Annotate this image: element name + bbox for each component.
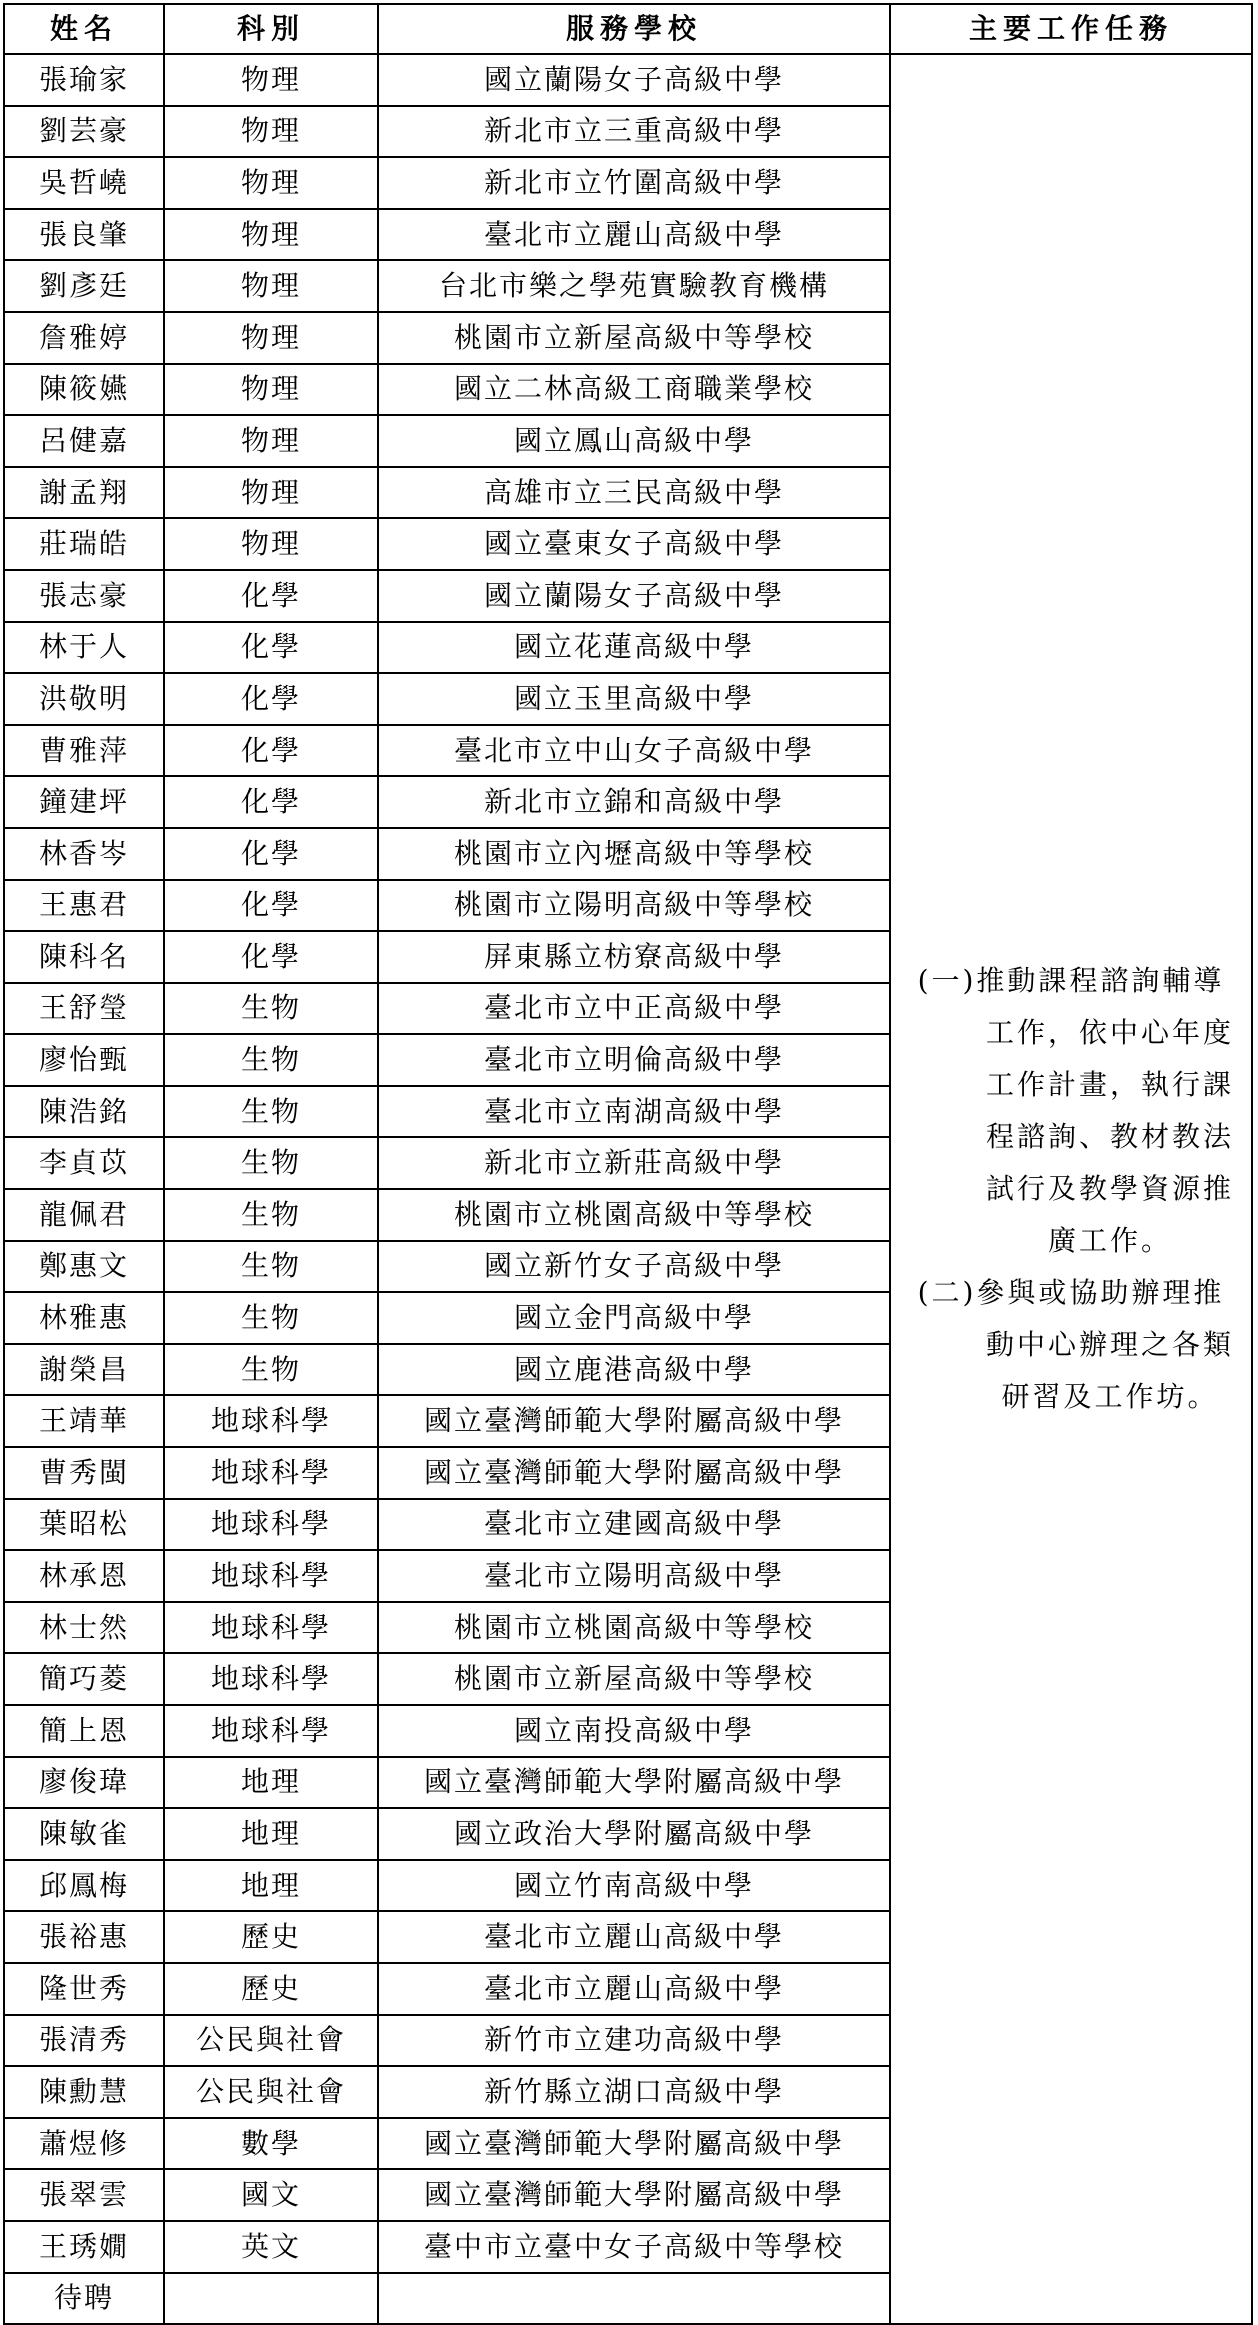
cell-name: 隆世秀	[4, 1963, 164, 2015]
cell-subject: 地球科學	[164, 1395, 378, 1447]
cell-subject: 化學	[164, 880, 378, 932]
cell-subject: 化學	[164, 725, 378, 777]
cell-name: 詹雅婷	[4, 312, 164, 364]
cell-name: 待聘	[4, 2273, 164, 2325]
cell-subject: 生物	[164, 1137, 378, 1189]
cell-main-tasks	[890, 54, 1252, 2324]
cell-name: 林雅惠	[4, 1292, 164, 1344]
cell-name: 莊瑞皓	[4, 518, 164, 570]
cell-name: 謝榮昌	[4, 1344, 164, 1396]
cell-name: 吳哲嶢	[4, 157, 164, 209]
cell-school: 臺中市立臺中女子高級中等學校	[378, 2221, 890, 2273]
cell-name: 張志豪	[4, 570, 164, 622]
cell-subject: 生物	[164, 1086, 378, 1138]
cell-subject: 物理	[164, 106, 378, 158]
cell-name: 李貞苡	[4, 1137, 164, 1189]
cell-school: 臺北市立麗山高級中學	[378, 1911, 890, 1963]
cell-school: 桃園市立內壢高級中等學校	[378, 828, 890, 880]
cell-name: 龍佩君	[4, 1189, 164, 1241]
header-task: 主要工作任務	[890, 4, 1252, 54]
cell-subject: 物理	[164, 415, 378, 467]
cell-school: 臺北市立中山女子高級中學	[378, 725, 890, 777]
cell-school: 桃園市立桃園高級中等學校	[378, 1602, 890, 1654]
task-line: 試行及教學資源推	[985, 1172, 1234, 1206]
cell-name: 曹雅萍	[4, 725, 164, 777]
cell-name: 王惠君	[4, 880, 164, 932]
cell-name: 鄭惠文	[4, 1241, 164, 1293]
cell-subject: 物理	[164, 54, 378, 106]
cell-name: 張裕惠	[4, 1911, 164, 1963]
cell-subject: 物理	[164, 312, 378, 364]
table-body	[4, 54, 1252, 2324]
cell-name: 陳勳慧	[4, 2066, 164, 2118]
cell-subject: 地球科學	[164, 1653, 378, 1705]
cell-name: 廖俊瑋	[4, 1757, 164, 1809]
cell-school: 國立鳳山高級中學	[378, 415, 890, 467]
cell-school: 臺北市立陽明高級中學	[378, 1550, 890, 1602]
cell-name: 陳浩銘	[4, 1086, 164, 1138]
cell-name: 張良肇	[4, 209, 164, 261]
cell-school: 新北市立三重高級中學	[378, 106, 890, 158]
cell-subject: 生物	[164, 1292, 378, 1344]
cell-school: 國立臺東女子高級中學	[378, 518, 890, 570]
cell-subject: 物理	[164, 209, 378, 261]
cell-subject: 生物	[164, 1344, 378, 1396]
cell-subject: 物理	[164, 157, 378, 209]
cell-school: 台北市樂之學苑實驗教育機構	[378, 260, 890, 312]
cell-subject: 化學	[164, 622, 378, 674]
cell-name: 謝孟翔	[4, 467, 164, 519]
cell-subject: 歷史	[164, 1911, 378, 1963]
cell-name: 張瑜家	[4, 54, 164, 106]
cell-subject: 地球科學	[164, 1602, 378, 1654]
cell-subject: 地球科學	[164, 1705, 378, 1757]
cell-school: 國立鹿港高級中學	[378, 1344, 890, 1396]
cell-subject: 公民與社會	[164, 2066, 378, 2118]
cell-subject: 物理	[164, 364, 378, 416]
task-line: 工作計畫，執行課	[985, 1068, 1234, 1102]
cell-school: 臺北市立建國高級中學	[378, 1499, 890, 1551]
cell-name: 簡巧菱	[4, 1653, 164, 1705]
cell-school: 國立竹南高級中學	[378, 1860, 890, 1912]
cell-name: 林士然	[4, 1602, 164, 1654]
cell-name: 張清秀	[4, 2015, 164, 2067]
cell-school: 國立南投高級中學	[378, 1705, 890, 1757]
task-line: 動中心辦理之各類	[985, 1328, 1234, 1362]
cell-subject: 物理	[164, 518, 378, 570]
cell-subject: 地理	[164, 1808, 378, 1860]
cell-subject: 化學	[164, 673, 378, 725]
cell-subject: 地球科學	[164, 1447, 378, 1499]
cell-subject: 英文	[164, 2221, 378, 2273]
cell-name: 張翠雲	[4, 2169, 164, 2221]
cell-subject: 化學	[164, 570, 378, 622]
cell-school: 屏東縣立枋寮高級中學	[378, 931, 890, 983]
cell-name: 林承恩	[4, 1550, 164, 1602]
cell-name: 葉昭松	[4, 1499, 164, 1551]
task-line: (一)推動課程諮詢輔導	[917, 964, 1225, 998]
cell-school: 國立金門高級中學	[378, 1292, 890, 1344]
cell-name: 陳筱嬿	[4, 364, 164, 416]
cell-subject: 地理	[164, 1757, 378, 1809]
cell-name: 王琇嫺	[4, 2221, 164, 2273]
cell-subject: 生物	[164, 1241, 378, 1293]
cell-name: 蕭煜修	[4, 2118, 164, 2170]
task-line: (二)參與或協助辦理推	[917, 1276, 1225, 1310]
task-item	[891, 955, 1251, 1267]
cell-subject: 國文	[164, 2169, 378, 2221]
cell-name: 林香岑	[4, 828, 164, 880]
cell-name: 陳敏雀	[4, 1808, 164, 1860]
cell-subject: 化學	[164, 931, 378, 983]
cell-school: 新北市立竹圍高級中學	[378, 157, 890, 209]
header-subject: 科別	[164, 4, 378, 54]
cell-subject: 公民與社會	[164, 2015, 378, 2067]
cell-subject: 地理	[164, 1860, 378, 1912]
cell-school: 國立蘭陽女子高級中學	[378, 570, 890, 622]
cell-name: 廖怡甄	[4, 1034, 164, 1086]
cell-school: 臺北市立明倫高級中學	[378, 1034, 890, 1086]
cell-subject: 生物	[164, 983, 378, 1035]
cell-school: 桃園市立桃園高級中等學校	[378, 1189, 890, 1241]
cell-name: 邱鳳梅	[4, 1860, 164, 1912]
staff-table	[3, 3, 1253, 2325]
cell-name: 劉芸豪	[4, 106, 164, 158]
cell-school: 國立臺灣師範大學附屬高級中學	[378, 1395, 890, 1447]
cell-subject: 歷史	[164, 1963, 378, 2015]
cell-school	[378, 2273, 890, 2325]
cell-name: 王靖華	[4, 1395, 164, 1447]
task-line: 工作，依中心年度	[985, 1016, 1234, 1050]
cell-subject: 數學	[164, 2118, 378, 2170]
header-row	[4, 4, 1252, 54]
cell-school: 國立花蓮高級中學	[378, 622, 890, 674]
cell-school: 國立玉里高級中學	[378, 673, 890, 725]
cell-school: 桃園市立新屋高級中等學校	[378, 1653, 890, 1705]
cell-school: 新竹市立建功高級中學	[378, 2015, 890, 2067]
cell-name: 林于人	[4, 622, 164, 674]
cell-subject: 化學	[164, 776, 378, 828]
cell-name: 洪敬明	[4, 673, 164, 725]
cell-school: 國立臺灣師範大學附屬高級中學	[378, 2118, 890, 2170]
cell-school: 新北市立新莊高級中學	[378, 1137, 890, 1189]
header-school: 服務學校	[378, 4, 890, 54]
cell-school: 新北市立錦和高級中學	[378, 776, 890, 828]
cell-name: 鐘建坪	[4, 776, 164, 828]
cell-school: 新竹縣立湖口高級中學	[378, 2066, 890, 2118]
cell-name: 陳科名	[4, 931, 164, 983]
cell-school: 國立臺灣師範大學附屬高級中學	[378, 1757, 890, 1809]
cell-name: 曹秀閩	[4, 1447, 164, 1499]
cell-subject: 生物	[164, 1189, 378, 1241]
cell-subject: 物理	[164, 467, 378, 519]
task-item	[891, 1267, 1251, 1423]
cell-school: 桃園市立新屋高級中等學校	[378, 312, 890, 364]
cell-subject	[164, 2273, 378, 2325]
cell-subject: 生物	[164, 1034, 378, 1086]
cell-school: 國立臺灣師範大學附屬高級中學	[378, 2169, 890, 2221]
cell-school: 國立二林高級工商職業學校	[378, 364, 890, 416]
cell-school: 臺北市立麗山高級中學	[378, 1963, 890, 2015]
task-line: 廣工作。	[1047, 1224, 1172, 1258]
cell-subject: 物理	[164, 260, 378, 312]
cell-subject: 化學	[164, 828, 378, 880]
cell-school: 國立蘭陽女子高級中學	[378, 54, 890, 106]
cell-school: 國立臺灣師範大學附屬高級中學	[378, 1447, 890, 1499]
cell-name: 簡上恩	[4, 1705, 164, 1757]
cell-name: 呂健嘉	[4, 415, 164, 467]
cell-subject: 地球科學	[164, 1550, 378, 1602]
cell-school: 桃園市立陽明高級中等學校	[378, 880, 890, 932]
task-line: 研習及工作坊。	[1001, 1380, 1219, 1414]
cell-subject: 地球科學	[164, 1499, 378, 1551]
cell-school: 臺北市立中正高級中學	[378, 983, 890, 1035]
cell-school: 高雄市立三民高級中學	[378, 467, 890, 519]
cell-school: 國立政治大學附屬高級中學	[378, 1808, 890, 1860]
cell-school: 臺北市立麗山高級中學	[378, 209, 890, 261]
cell-name: 劉彥廷	[4, 260, 164, 312]
cell-school: 國立新竹女子高級中學	[378, 1241, 890, 1293]
cell-name: 王舒瑩	[4, 983, 164, 1035]
task-line: 程諮詢、教材教法	[985, 1120, 1234, 1154]
header-name: 姓名	[4, 4, 164, 54]
cell-school: 臺北市立南湖高級中學	[378, 1086, 890, 1138]
table-row	[4, 54, 1252, 106]
